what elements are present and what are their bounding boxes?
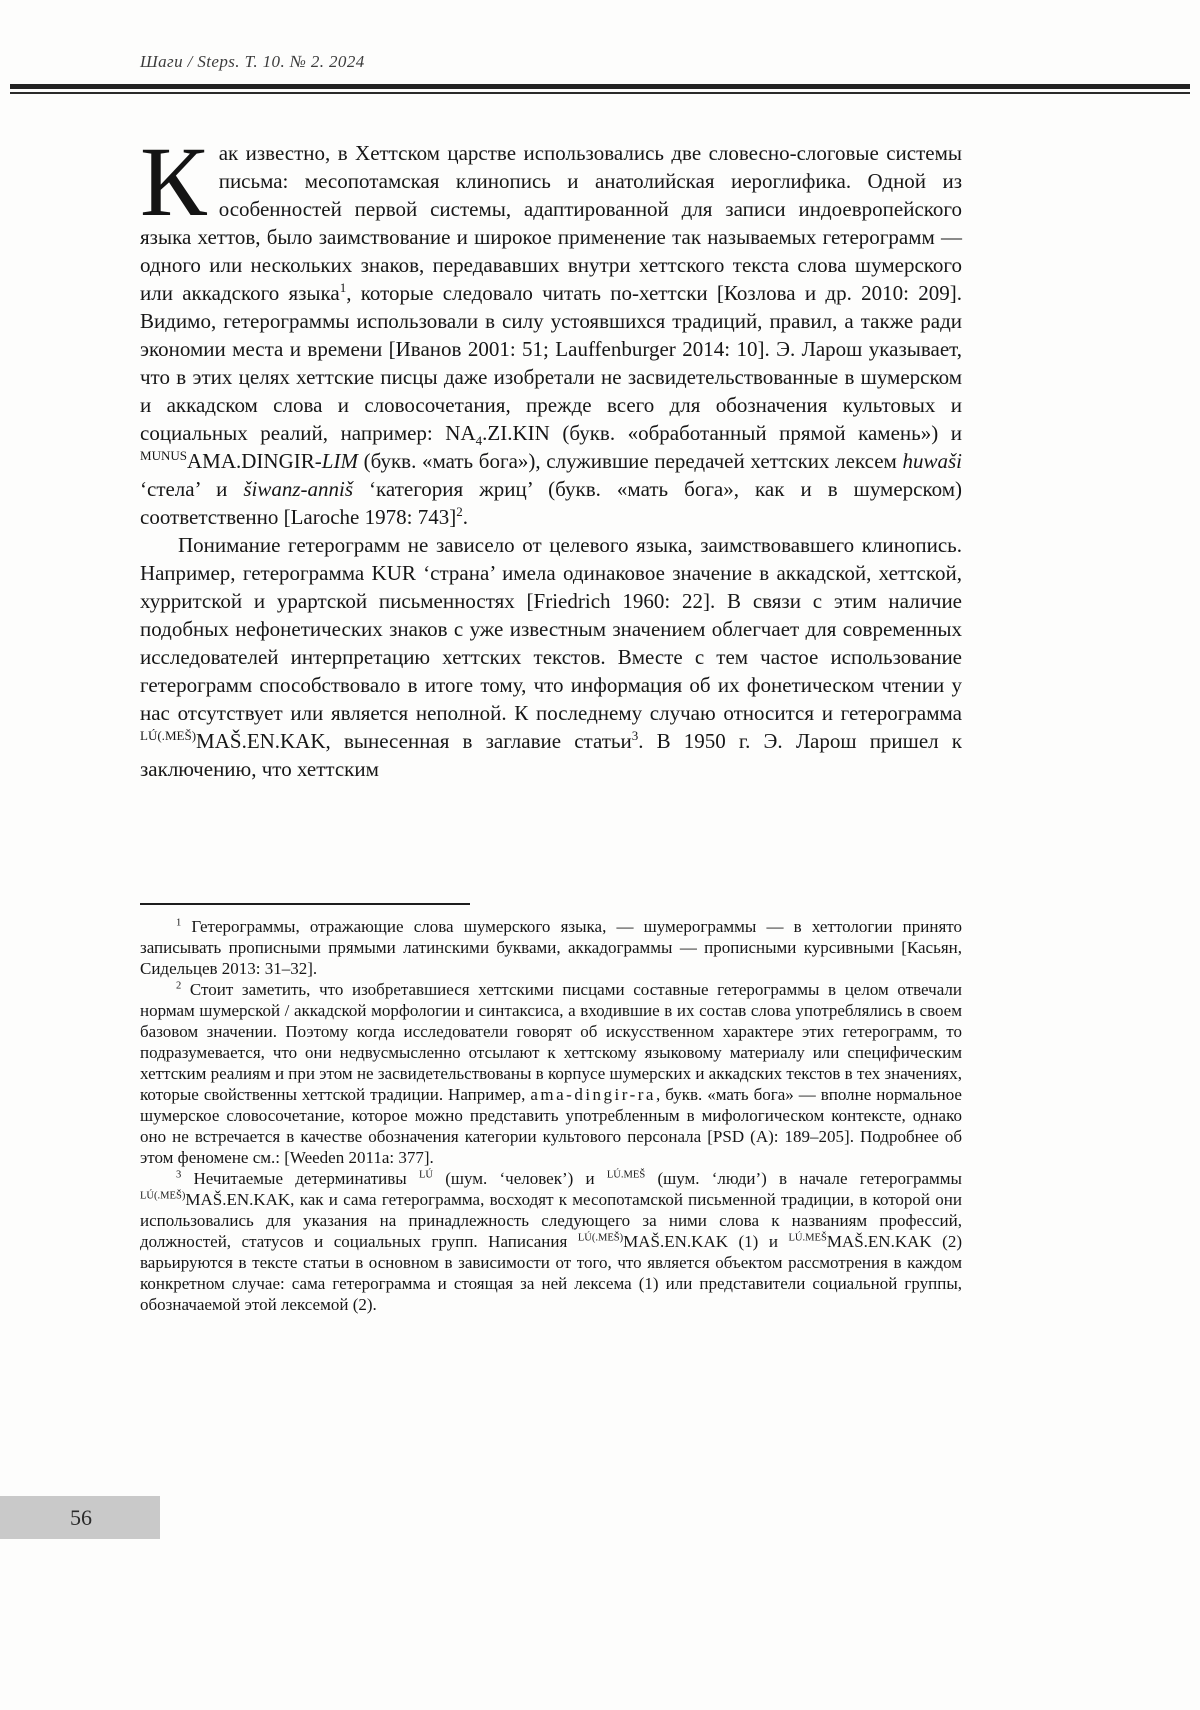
text-run: ‘стела’ и xyxy=(140,477,244,501)
paragraph-1-text xyxy=(140,126,963,529)
article-body xyxy=(140,126,963,783)
text-run-sup: LÚ(.MEŠ) xyxy=(577,1232,624,1244)
text-run-sup: LÚ.MEŠ xyxy=(606,1169,646,1181)
footnote-3 xyxy=(140,1168,962,1315)
footnotes-block xyxy=(140,916,962,1315)
running-head xyxy=(140,52,365,72)
text-run-sup: LÚ(.MEŠ) xyxy=(140,728,197,743)
footnote-3-text xyxy=(140,1169,962,1314)
text-run-sup: 2 xyxy=(176,980,182,992)
journal-title: Шаги / Steps. Т. 10. № 2. 2024 xyxy=(140,52,365,71)
text-run-sup: MUNUS xyxy=(140,448,188,463)
text-run-sup: LÚ.MEŠ xyxy=(788,1232,827,1244)
text-run-i: LIM xyxy=(321,449,358,473)
text-run: Стоит заметить, что изобретавшиеся хеттскими писцами составные гетерограммы в целом отвечали нормам шумерской / аккадской морфологии и синтаксиса, а входившие в их состав слова употреблялись в своем базовом значении. Поэтому когда исследователи говорят об искусственном характере этих гетерограмм, то подразумевается, что они недвусмысленно отсылают к хеттскому языковому материалу или специфическим хеттским реалиям и при этом не засвидетельствованы в корпусе шумерских и аккадских текстов в тех значениях, которые свойственны хеттской традиции. Например, xyxy=(140,980,962,1104)
text-run: Понимание гетерограмм не зависело от целевого языка, заимствовавшего клинопись. Например, гетерограмма KUR ‘страна’ имела одинаковое значение в аккадской, хеттской, хурритской и урартской письменностях [Friedrich 1960: 22]. В связи с этим наличие подобных нефонетических знаков с уже известным значением облегчает для современных исследователей интерпретацию хеттских текстов. Вместе с тем частое использование гетерограмм способствовало в итоге тому, что информация об их фонетическом чтении у нас отсутствует или является неполной. К последнему случаю относится и гетерограмма xyxy=(140,533,962,725)
text-run: (шум. ‘человек’) и xyxy=(432,1169,607,1188)
paragraph-1 xyxy=(140,126,963,531)
page-number-box xyxy=(0,1496,160,1539)
text-run: MAŠ.EN.KAK, вынесенная в заглавие статьи xyxy=(196,729,632,753)
paragraph-2-text xyxy=(140,533,962,781)
text-run: (букв. «мать бога»), служившие передачей хеттских лексем xyxy=(357,449,903,473)
text-run-sup: 1 xyxy=(339,280,347,295)
text-run-sup: 1 xyxy=(176,917,182,929)
text-run: , букв. «мать бога» — вполне нормальное шумерское словосочетание, которое можно представить употребленным в мифологическом контексте, однако оно не встречается в качестве обозначения категории культового персонала [PSD (A): 189–205]. Подробнее об этом феномене см.: [Weeden 2011a: 377]. xyxy=(140,1085,962,1167)
footnote-2-text xyxy=(140,980,962,1167)
text-run-sup: 3 xyxy=(631,728,639,743)
text-run-i: šiwanz-anniš xyxy=(243,477,354,501)
text-run: .ZI.KIN (букв. «обработанный прямой камень») и xyxy=(482,421,963,445)
paragraph-2 xyxy=(140,531,962,783)
text-run: , которые следовало читать по-хеттски [Козлова и др. 2010: 209]. Видимо, гетерограммы использовали в силу устоявшихся традиций, правил, а также ради экономии места и времени [Иванов 2001: 51; Lauffenburger 2014: 10]. Э. Ларош указывает, что в этих целях хеттские писцы даже изобретали не засвидетельствованные в шумерском и аккадском слова и словосочетания, прежде всего для обозначения культовых и социальных реалий, например: NA xyxy=(140,281,962,445)
header-rule xyxy=(10,84,1190,94)
text-run-i: huwaši xyxy=(902,449,962,473)
text-run-sup: LÚ xyxy=(418,1169,433,1181)
text-run-sup: 2 xyxy=(456,504,463,519)
text-run: AMA.DINGIR- xyxy=(187,449,322,473)
text-run: MAŠ.EN.KAK (2) варьируются в тексте статьи в основном в зависимости от того, что является объектом рассмотрения в каждом конкретном случае: сама гетерограмма и стоящая за ней лексема (1) или представители социальной группы, обозначаемой этой лексемой (2). xyxy=(140,1232,962,1314)
footnote-2 xyxy=(140,979,962,1168)
text-run-sp: ama-dingir-ra xyxy=(530,1085,656,1104)
text-run-sup: LÚ(.MEŠ) xyxy=(140,1190,186,1202)
text-run: Гетерограммы, отражающие слова шумерского языка, — шумерограммы — в хеттологии принято записывать прописными прямыми латинскими буквами, аккадограммы — прописными курсивными [Касьян, Сидельцев 2013: 31–32]. xyxy=(140,917,962,978)
text-run-sup: 3 xyxy=(176,1169,182,1181)
footnote-1 xyxy=(140,916,962,979)
text-run-sub: 4 xyxy=(475,433,483,449)
text-run: MAŠ.EN.KAK (1) и xyxy=(623,1232,789,1251)
text-run: ‘категория жриц’ (букв. «мать бога», как и в шумерском) соответственно [Laroche 1978: 743] xyxy=(140,477,962,529)
footnote-1-text xyxy=(140,917,962,978)
footnote-separator xyxy=(140,903,470,905)
drop-cap: К xyxy=(140,126,207,237)
text-run: Нечитаемые детерминативы xyxy=(181,1169,419,1188)
page-number: 56 xyxy=(70,1505,92,1530)
text-run: . xyxy=(462,505,468,529)
text-run: MAŠ.EN.KAK, как и сама гетерограмма, восходят к месопотамской письменной традиции, в которой они использовались для указания на принадлежность следующего за ними слова к названиям профессий, должностей, статусов и социальных групп. Написания xyxy=(140,1190,962,1251)
text-run: . В 1950 г. Э. Ларош пришел к заключению, что хеттским xyxy=(140,729,962,781)
text-run: (шум. ‘люди’) в начале гетерограммы xyxy=(645,1169,962,1188)
text-run: ак известно, в Хеттском царстве использовались две словесно-слоговые системы письма: месопотамская клинопись и анатолийская иероглифика. Одной из особенностей первой системы, адаптированной для записи индоевропейского языка хеттов, было заимствование и широкое применение так называемых гетерограмм — одного или нескольких знаков, передававших внутри хеттского текста слова шумерского или аккадского языка xyxy=(140,141,962,305)
